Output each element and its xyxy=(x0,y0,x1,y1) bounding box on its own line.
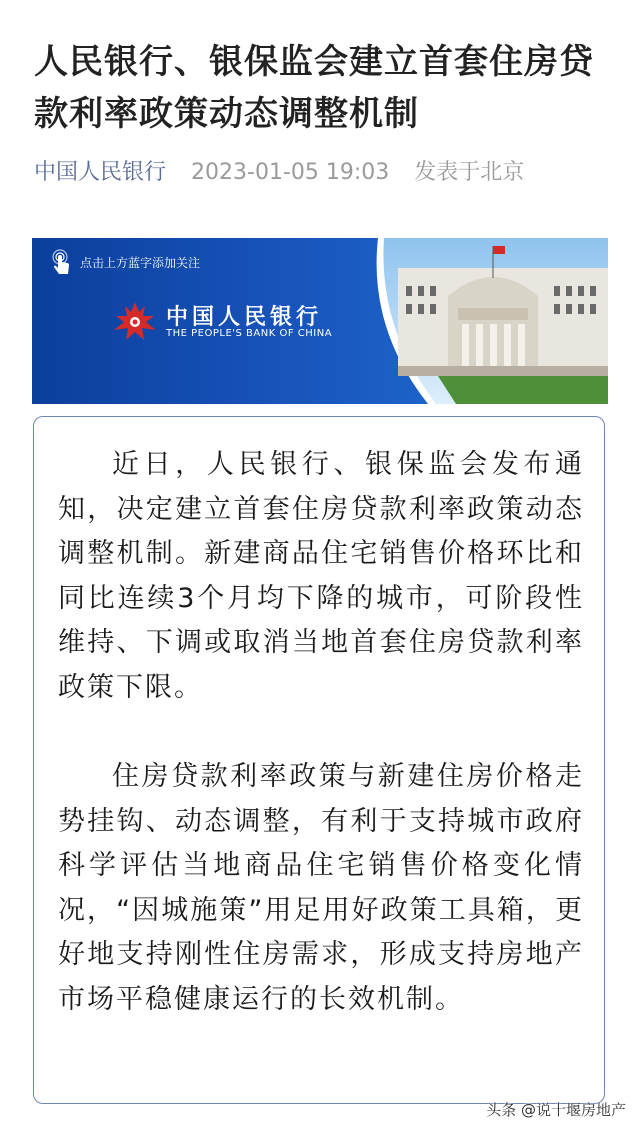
follow-hint: 点击上方蓝字添加关注 xyxy=(80,256,201,270)
bank-name-en: THE PEOPLE'S BANK OF CHINA xyxy=(166,328,333,339)
pboc-logo-icon xyxy=(112,300,158,342)
article-title: 人民银行、银保监会建立首套住房贷款利率政策动态调整机制 xyxy=(34,42,594,134)
tap-hand-icon xyxy=(48,248,74,276)
publish-date: 2023-01-05 19:03 xyxy=(191,160,390,185)
source-watermark: 头条 @说十堰房地产 xyxy=(486,1101,626,1119)
article-paragraph-1: 近日，人民银行、银保监会发布通知，决定建立首套住房贷款利率政策动态调整机制。新建商品住宅销售价格环比和同比连续3个月均下降的城市，可阶段性维持、下调或取消当地首套住房贷款利率政策下限。 xyxy=(58,449,584,703)
header-banner-image xyxy=(32,238,608,404)
bank-name-cn: 中国人民银行 xyxy=(166,304,323,330)
publisher-link[interactable]: 中国人民银行 xyxy=(34,160,167,185)
article-paragraph-2: 住房贷款利率政策与新建住房价格走势挂钩、动态调整，有利于支持城市政府科学评估当地商品住宅销售价格变化情况，“因城施策”用足用好政策工具箱，更好地支持刚性住房需求，形成支持房地产市场平稳健康运行的长效机制。 xyxy=(58,761,584,1015)
bank-building-illustration xyxy=(358,238,608,404)
publish-location: 发表于北京 xyxy=(414,160,525,185)
article-meta xyxy=(34,156,524,190)
